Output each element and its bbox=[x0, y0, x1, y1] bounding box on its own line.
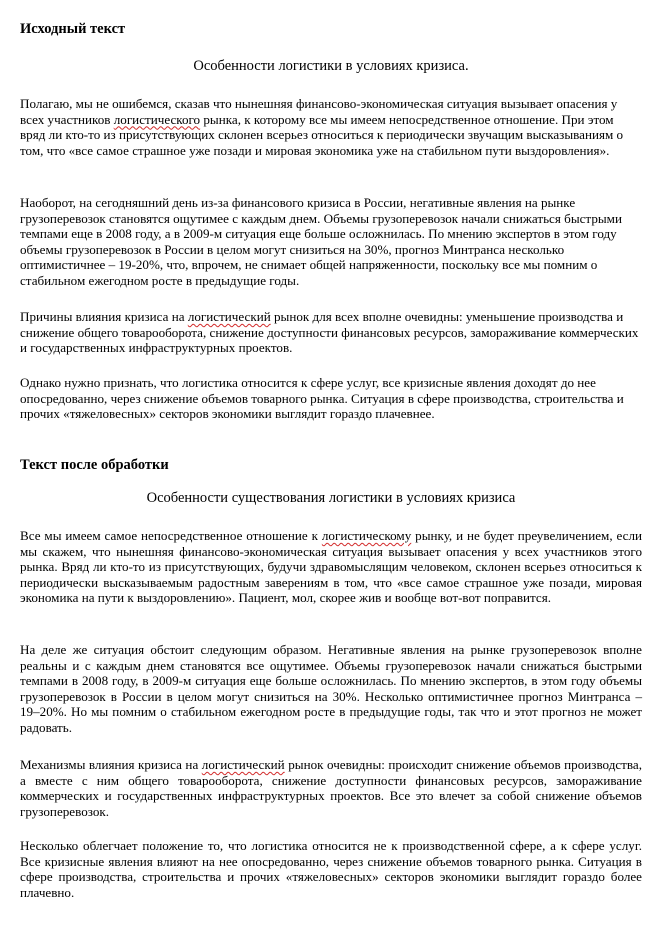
processed-paragraph-3 bbox=[20, 757, 642, 819]
processed-section-heading: Текст после обработки bbox=[20, 457, 169, 473]
processed-paragraph-3-text-a: Механизмы влияния кризиса на bbox=[20, 757, 202, 772]
original-paragraph-3 bbox=[20, 309, 642, 356]
processed-paragraph-1 bbox=[20, 528, 642, 606]
original-paragraph-1 bbox=[20, 96, 642, 158]
original-paragraph-3-text-c: рынок для всех вполне очевидны: уменьшение производства и снижение общего товарооборота, снижение доступности финансовых ресурсов, замораживание коммерческих и государственных инфраструктурных проектов. bbox=[20, 309, 639, 356]
original-paragraph-1-text-c: рынка, к которому все мы имеем непосредственное отношение. При этом вряд ли кто-то из присутствующих склонен всерьез относиться к периодически звучащим высказываниям о том, что «все самое страшное уже позади и мировая экономика уже на стабильном пути выздоровления». bbox=[20, 111, 624, 158]
original-section-heading: Исходный текст bbox=[20, 21, 126, 37]
processed-paragraph-3-text-c: рынок очевидны: происходит снижение объемов производства, а вместе с ним общего товарооборота, снижение доступности финансовых ресурсов, замораживание коммерческих и государственных инфраструктурных проектов. Все это влечет за собой снижение объемов грузоперевозок. bbox=[20, 757, 642, 819]
processed-paragraph-2: На деле же ситуация обстоит следующим образом. Негативные явления на рынке грузоперевозок вполне реальны и с каждым днем становятся все ощутимее. Объемы грузоперевозок начали снижаться быстрыми темпами в 2008 году, в 2009-м ситуация еще больше осложнилась. По мнению экспертов, в этом году объемы грузоперевозок в России в целом могут снизиться на 30%. Несколько оптимистичнее прогноз Минтранса – 19–20%. Но мы помним о стабильном ежегодном росте в предыдущие годы, так что и этот прогноз не может радовать. bbox=[20, 642, 642, 735]
processed-paragraph-1-text-a: Все мы имеем самое непосредственное отношение к bbox=[20, 528, 322, 543]
processed-paragraph-4: Несколько облегчает положение то, что логистика относится не к производственной сфере, а к сфере услуг. Все кризисные явления влияют на нее опосредованно, через снижение объемов товарного рынка. Ситуация в сфере производства, строительства и прочих «тяжеловесных» секторов экономики выглядит гораздо более плачевно. bbox=[20, 838, 642, 900]
original-title: Особенности логистики в условиях кризиса. bbox=[193, 58, 469, 74]
spellcheck-word: логистическому bbox=[321, 528, 412, 543]
spellcheck-word: логистический bbox=[187, 309, 271, 324]
spellcheck-word: логистический bbox=[201, 757, 285, 772]
processed-title: Особенности существования логистики в условиях кризиса bbox=[146, 490, 516, 506]
original-paragraph-2: Наоборот, на сегодняшний день из-за финансового кризиса в России, негативные явления на рынке грузоперевозок становятся ощутимее с каждым днем. Объемы грузоперевозок начали снижаться быстрыми темпами еще в 2008 году, а в 2009-м ситуация еще больше осложнилась. По мнению экспертов в этом году объемы грузоперевозок в России в целом могут снизиться на 30%, прогноз Минтранса несколько оптимистичнее – 19-20%, что, впрочем, не снимает общей напряженности, поскольку все мы помним о стабильном ежегодном росте в предыдущие годы. bbox=[20, 195, 622, 288]
original-paragraph-4: Однако нужно признать, что логистика относится к сфере услуг, все кризисные явления доходят до нее опосредованно, через снижение объемов товарного рынка. Ситуация в сфере производства, строительства и прочих «тяжеловесных» секторов экономики выглядит гораздо плачевнее. bbox=[20, 375, 624, 422]
spellcheck-word: логистического bbox=[113, 111, 201, 127]
original-paragraph-3-text-a: Причины влияния кризиса на bbox=[20, 309, 188, 324]
processed-paragraph-1-text-c: рынку, и не будет преувеличением, если мы скажем, что нынешняя финансово-экономическая ситуация вызывает опасения у всех участников этого рынка. Вряд ли кто-то из присутствующих, будучи здравомыслящим человеком, склонен всерьез относиться к периодически высказываемым радостным заверениям в том, что «все самое страшное уже позади, мировая экономика на пути к выздоровлению». Пациент, мол, скорее жив и вообще вот-вот поправится. bbox=[20, 528, 642, 606]
original-paragraph-1-text-a: Полагаю, мы не ошибемся, сказав что нынешняя финансово-экономическая ситуация вызывает опасения у всех участников bbox=[20, 96, 618, 127]
